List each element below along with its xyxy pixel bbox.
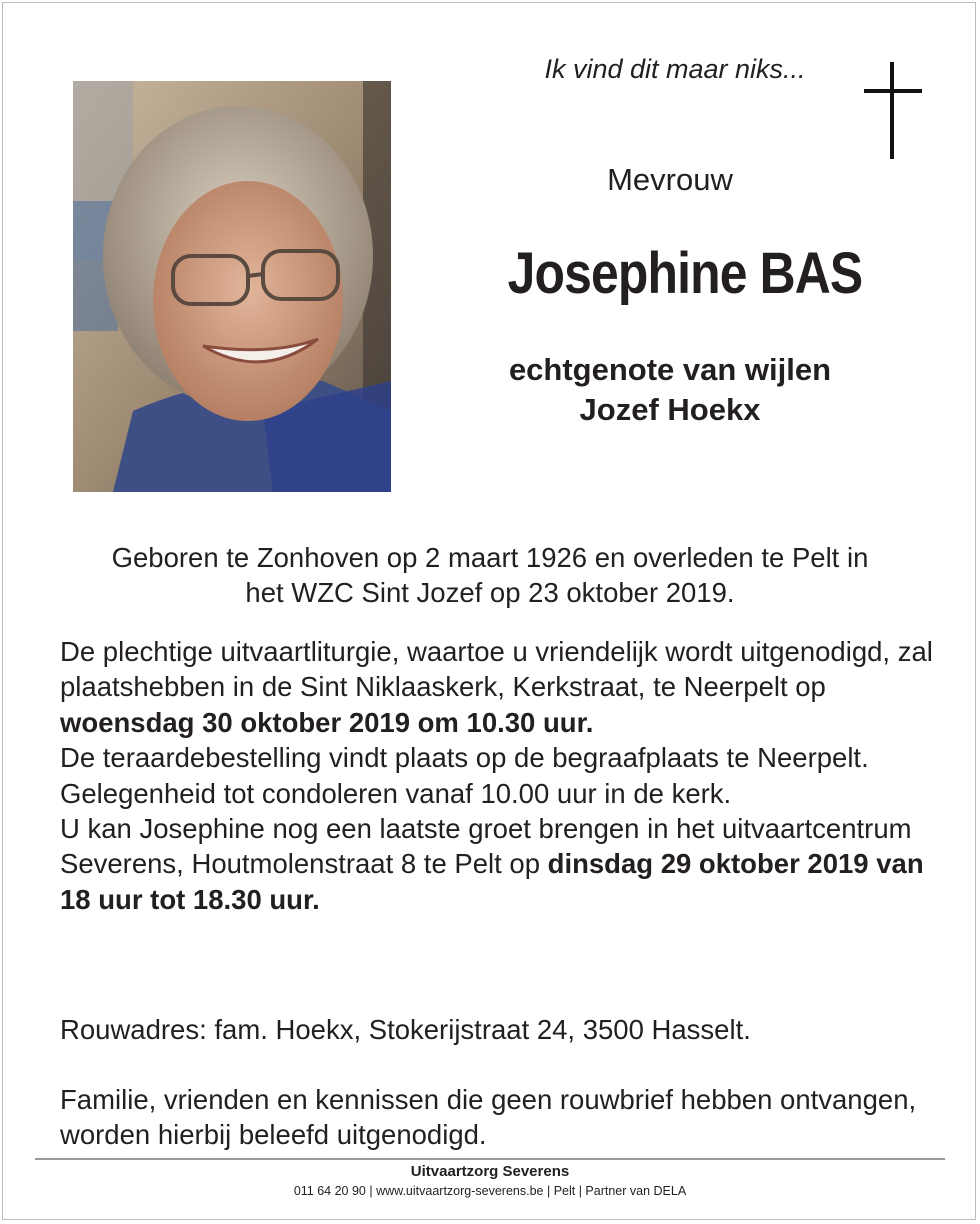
condolence-text: Gelegenheid tot condoleren vanaf 10.00 uur in de kerk. — [60, 777, 732, 809]
ceremony-details — [60, 634, 940, 917]
ceremony-date: woensdag 30 oktober 2019 om 10.30 uur. — [60, 706, 594, 738]
ceremony-text: De plechtige uitvaartliturgie, waartoe u vriendelijk wordt uitgenodigd, zal plaatshebben in de Sint Niklaaskerk, Kerkstraat, te Neerpelt op — [60, 636, 933, 703]
spouse-info — [440, 350, 900, 430]
mourning-address: Rouwadres: fam. Hoekx, Stokerijstraat 24, 3500 Hasselt. — [60, 1014, 751, 1045]
birth-death-info — [40, 540, 940, 610]
invitation-note: Familie, vrienden en kennissen die geen rouwbrief hebben ontvangen, worden hierbij beleefd uitgenodigd. — [60, 1084, 917, 1151]
birth-line-2: het WZC Sint Jozef op 23 oktober 2019. — [245, 577, 735, 608]
company-details: 011 64 20 90 | www.uitvaartzorg-severens.be | Pelt | Partner van DELA — [293, 1184, 687, 1198]
farewell-date: dinsdag 29 oktober 2019 van 18 uur tot 18.30 uur. — [60, 848, 924, 915]
motto: Ik vind dit maar niks... — [544, 54, 806, 84]
farewell-paragraph — [60, 811, 940, 917]
funeral-company: Uitvaartzorg Severens — [410, 1163, 570, 1180]
portrait-photo — [73, 81, 391, 492]
spouse-relation: echtgenote van wijlen — [508, 352, 832, 387]
footer-divider — [35, 1158, 945, 1160]
ceremony-paragraph — [60, 634, 940, 740]
burial-text: De teraardebestelling vindt plaats op de begraafplaats te Neerpelt. — [60, 742, 869, 774]
deceased-name: Josephine BAS — [507, 241, 863, 306]
farewell-text: U kan Josephine nog een laatste groet brengen in het uitvaartcentrum Severens, Houtmolenstraat 8 te Pelt op — [60, 813, 912, 880]
honorific: Mevrouw — [607, 162, 733, 197]
birth-line-1: Geboren te Zonhoven op 2 maart 1926 en overleden te Pelt in — [111, 542, 869, 573]
spouse-name: Jozef Hoekx — [579, 392, 761, 427]
cross-icon — [864, 62, 922, 160]
